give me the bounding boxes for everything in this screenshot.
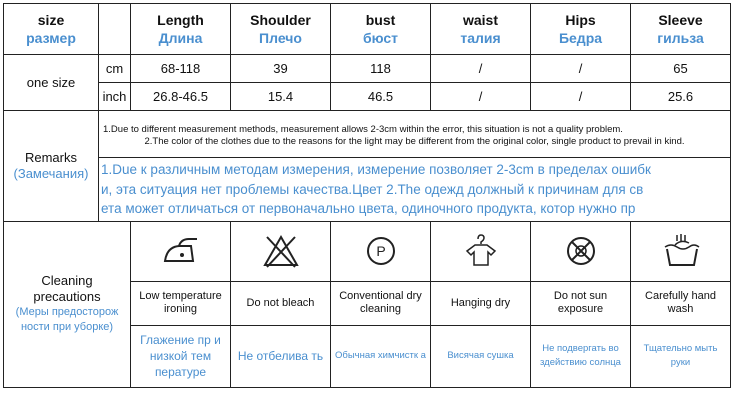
header-bust-en: bust	[365, 12, 396, 28]
size-label: one size	[4, 55, 99, 111]
care-label-en: Carefully hand wash	[631, 281, 731, 325]
care-icon-cell	[131, 221, 231, 281]
care-label-ru: Глажение пр и низкой тем пературе	[131, 325, 231, 387]
remarks-label-en: Remarks	[24, 149, 77, 165]
remarks-en-cell	[99, 111, 731, 158]
care-icon-cell	[431, 221, 531, 281]
cleaning-label-cell	[4, 221, 131, 387]
care-icon-cell	[531, 221, 631, 281]
cell-value: /	[531, 83, 631, 111]
remarks-ru-line-1: 1.Due к различным методам измерения, измерение позволяет 2-3cm в пределах ошибк	[101, 162, 651, 177]
header-length-en: Length	[157, 12, 204, 28]
cell-value: /	[431, 83, 531, 111]
header-size-en: size	[37, 12, 65, 28]
header-bust	[331, 4, 431, 55]
cell-value: 118	[331, 55, 431, 83]
header-shoulder-en: Shoulder	[250, 12, 311, 28]
remarks-ru-cell	[99, 158, 731, 222]
cleaning-label-ru-2: ности при уборке)	[20, 321, 114, 333]
care-label-ru: Не подвергать во здействию солнца	[531, 325, 631, 387]
header-row	[4, 4, 731, 55]
header-length-ru: Длина	[158, 30, 203, 46]
svg-text:P: P	[375, 243, 386, 259]
header-waist-en: waist	[462, 12, 498, 28]
header-bust-ru: бюст	[362, 30, 399, 46]
care-label-en: Low temperature ironing	[131, 281, 231, 325]
header-size-cell	[4, 4, 99, 55]
header-shoulder	[231, 4, 331, 55]
cell-value: /	[531, 55, 631, 83]
care-label-en: Conventional dry cleaning	[331, 281, 431, 325]
remarks-line-2: 2.The color of the clothes due to the reasons for the light may be different from the original color, single product to prevail in kind.	[144, 135, 685, 147]
care-icons-row	[4, 221, 731, 281]
cleaning-label-ru-1: (Меры предосторож	[15, 306, 119, 318]
unit-cm: cm	[99, 55, 131, 83]
cell-value: 65	[631, 55, 731, 83]
header-waist	[431, 4, 531, 55]
cell-value: /	[431, 55, 531, 83]
dry-clean-p-icon	[357, 231, 405, 271]
cell-value: 68-118	[131, 55, 231, 83]
remarks-ru-line-3: ета может отличаться от первоначально цвета, одиночного продукта, котор нужно пр	[101, 201, 636, 216]
header-sleeve-ru: гильза	[657, 30, 704, 46]
care-label-ru: Висячая сушка	[431, 325, 531, 387]
iron-icon	[157, 231, 205, 271]
cleaning-label-en-2: precautions	[33, 289, 101, 304]
cell-value: 15.4	[231, 83, 331, 111]
header-sleeve-en: Sleeve	[658, 12, 703, 28]
header-hips	[531, 4, 631, 55]
care-label-en: Hanging dry	[431, 281, 531, 325]
care-label-en: Do not bleach	[231, 281, 331, 325]
care-label-ru: Обычная химчистк а	[331, 325, 431, 387]
cell-value: 26.8-46.5	[131, 83, 231, 111]
cell-value: 39	[231, 55, 331, 83]
remarks-row	[4, 111, 731, 158]
remarks-line-1: 1.Due to different measurement methods, measurement allows 2-3cm within the error, this situation is not a quality problem.	[103, 123, 623, 135]
care-icon-cell	[331, 221, 431, 281]
table-row	[4, 83, 731, 111]
header-hips-ru: Бедра	[558, 30, 603, 46]
care-label-ru: Не отбелива ть	[231, 325, 331, 387]
header-shoulder-ru: Плечо	[259, 30, 302, 46]
header-sleeve	[631, 4, 731, 55]
header-length	[131, 4, 231, 55]
hand-wash-icon	[657, 231, 705, 271]
header-unit-cell	[99, 4, 131, 55]
unit-inch: inch	[99, 83, 131, 111]
header-hips-en: Hips	[565, 12, 596, 28]
care-label-en: Do not sun exposure	[531, 281, 631, 325]
remarks-label-cell	[4, 111, 99, 222]
hang-dry-icon	[457, 231, 505, 271]
header-size-ru: размер	[26, 30, 76, 46]
header-waist-ru: талия	[460, 30, 501, 46]
no-bleach-icon	[257, 231, 305, 271]
care-icon-cell	[631, 221, 731, 281]
remarks-label-ru: (Замечания)	[13, 165, 89, 181]
no-sun-icon	[557, 231, 605, 271]
remarks-ru-row	[4, 158, 731, 222]
care-icon-cell	[231, 221, 331, 281]
size-table	[3, 3, 731, 388]
remarks-ru-line-2: и, эта ситуация нет проблемы качества.Цвет 2.The одежд должный к причинам для св	[101, 181, 644, 197]
cleaning-label-en-1: Cleaning	[41, 273, 93, 288]
table-row	[4, 55, 731, 83]
cell-value: 25.6	[631, 83, 731, 111]
care-label-ru: Тщательно мыть руки	[631, 325, 731, 387]
cell-value: 46.5	[331, 83, 431, 111]
